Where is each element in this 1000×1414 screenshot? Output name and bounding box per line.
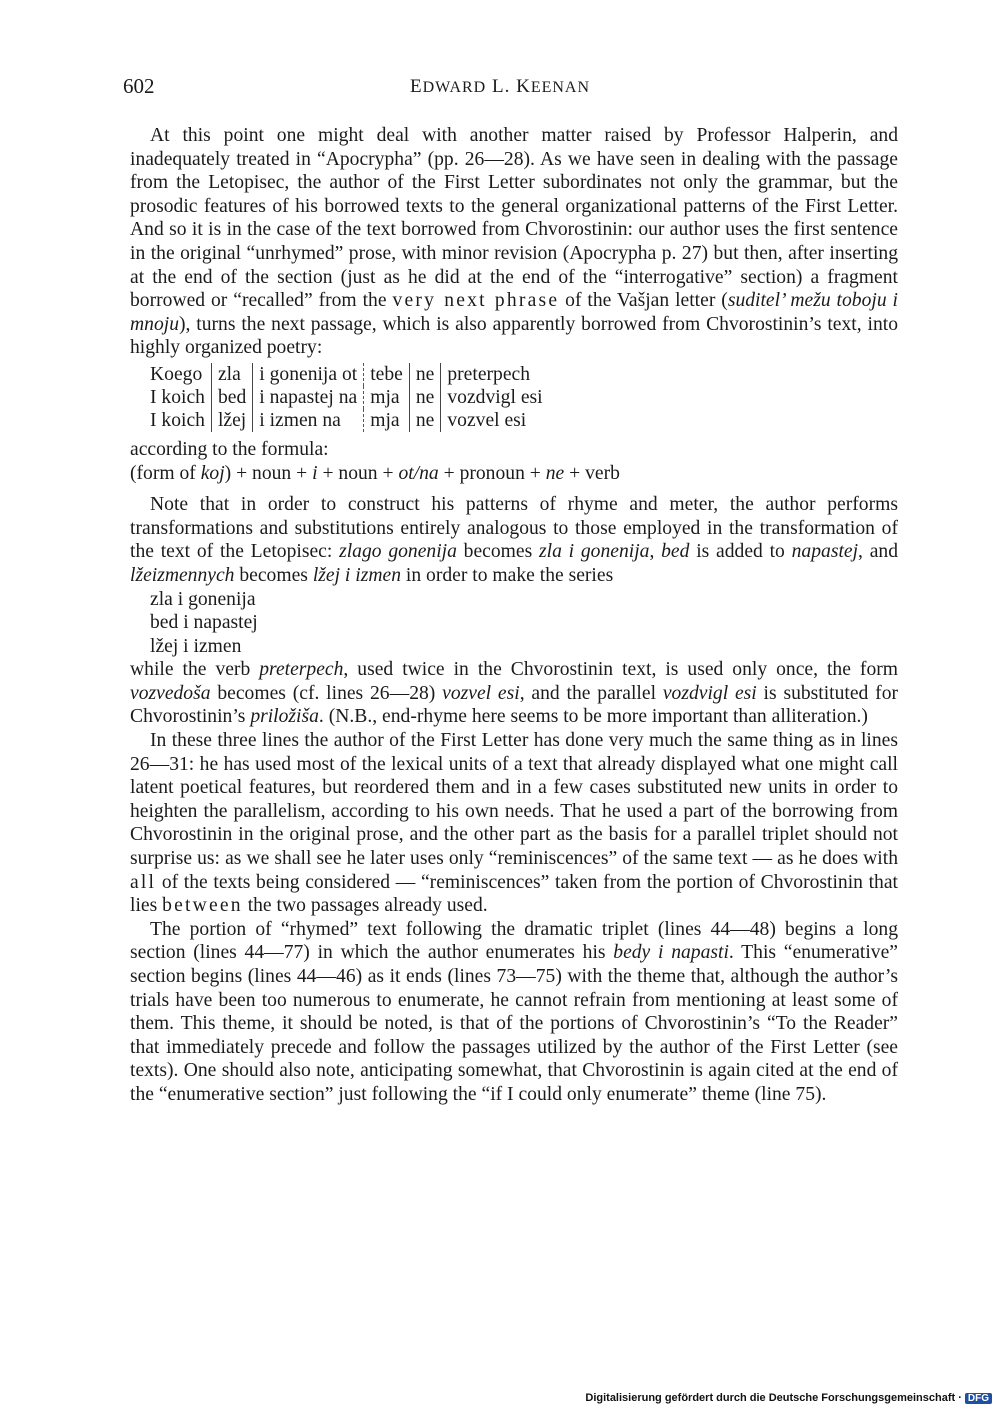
paragraph-5: The portion of “rhymed” text following the dramatic triplet (lines 44—48) begins a long section (lines 44—77) in which the author enumerates his bedy i napasti. This “enumerative” section begins (lines 44—46) as it ends (lines 73—75) with the theme that, although the author’s trials have been too numerous to enumerate, he cannot refrain from mentioning at least some of them. This theme, it should be noted, is that of the portions of Chvorostinin’s “To the Reader” that immediately precede and follow the passages utilized by the author of the First Letter (see texts). One should also note, anticipating somewhat, that Chvorostinin is again cited at the end of the “enumerative section” just following the “if I could only enumerate” theme (line 75). xyxy=(130,918,898,1105)
formula: (form of koj) + noun + i + noun + ot/na + pronoun + ne + verb xyxy=(130,462,620,484)
poem-line: I koich lžej i izmen na mja ne vozvel esi xyxy=(150,409,527,431)
series-list xyxy=(150,588,898,659)
paragraph-2: Note that in order to construct his patterns of rhyme and meter, the author performs transformations and substitutions entirely analogous to those employed in the transformation of the text of the Letopisec: zlago gonenija becomes zla i gonenija, bed is added to napastej, and lžeizmennych becomes lžej i izmen in order to make the series xyxy=(130,494,898,586)
running-head: EDWARD L. KEENAN xyxy=(409,76,591,97)
paragraph-4: In these three lines the author of the First Letter has done very much the same thing as in lines 26—31: he has used most of the lexical units of a text that already displayed what one might call latent poetical features, but reordered them and in a few cases substituted new units in order to heighten the parallelism, according to his own needs. That he used a part of the borrowing from Chvorostinin in the original prose, and the other part as the basis for a parallel triplet should not surprise us: as we shall see he later uses only “reminiscences” of the same text — as he does with all of the texts being considered — “reminiscences” taken from the portion of Chvorostinin that lies between the two passages already used. xyxy=(130,730,898,917)
article-body xyxy=(130,124,898,1107)
digitization-footer: Digitalisierung gefördert durch die Deutsche Forschungsgemeinschaft · DFG xyxy=(585,1392,992,1404)
series-item: bed i napastej xyxy=(150,612,258,634)
poem-line: Koego zla i gonenija ot tebe ne preterpech xyxy=(150,363,531,385)
dfg-logo: DFG xyxy=(965,1393,992,1404)
series-item: zla i gonenija xyxy=(150,588,256,610)
series-item: lžej i izmen xyxy=(150,635,242,657)
poem-line: I koich bed i napastej na mja ne vozdvigl esi xyxy=(150,386,543,408)
formula-intro: according to the formula: xyxy=(130,438,329,460)
paragraph-1: At this point one might deal with another matter raised by Professor Halperin, and inadequately treated in “Apocrypha” (pp. 26—28). As we have seen in dealing with the passage from the Letopisec, the author of the First Letter subordinates not only the grammar, but the prosodic features of his borrowed texts to the general organizational patterns of the First Letter. And so it is in the case of the text borrowed from Chvorostinin: our author uses the first sentence in the original “unrhymed” prose, with minor revision (Apocrypha p. 27) but then, after inserting at the end of the section (just as he did at the end of the “interrogative” section) a fragment borrowed or “recalled” from the very next phrase of the Vašjan letter (suditel’ mežu toboju i mnoju), turns the next passage, which is also apparently borrowed from Chvorostinin’s text, into highly organized poetry: xyxy=(130,125,898,359)
page-number: 602 xyxy=(123,74,155,98)
poem-table xyxy=(150,363,549,432)
paragraph-3: while the verb preterpech, used twice in the Chvorostinin text, is used only once, the form vozvedoša becomes (cf. lines 26—28) vozvel esi, and the parallel vozdvigl esi is substituted for Chvorostinin’s priložiša. (N.B., end-rhyme here seems to be more important than alliteration.) xyxy=(130,659,899,728)
